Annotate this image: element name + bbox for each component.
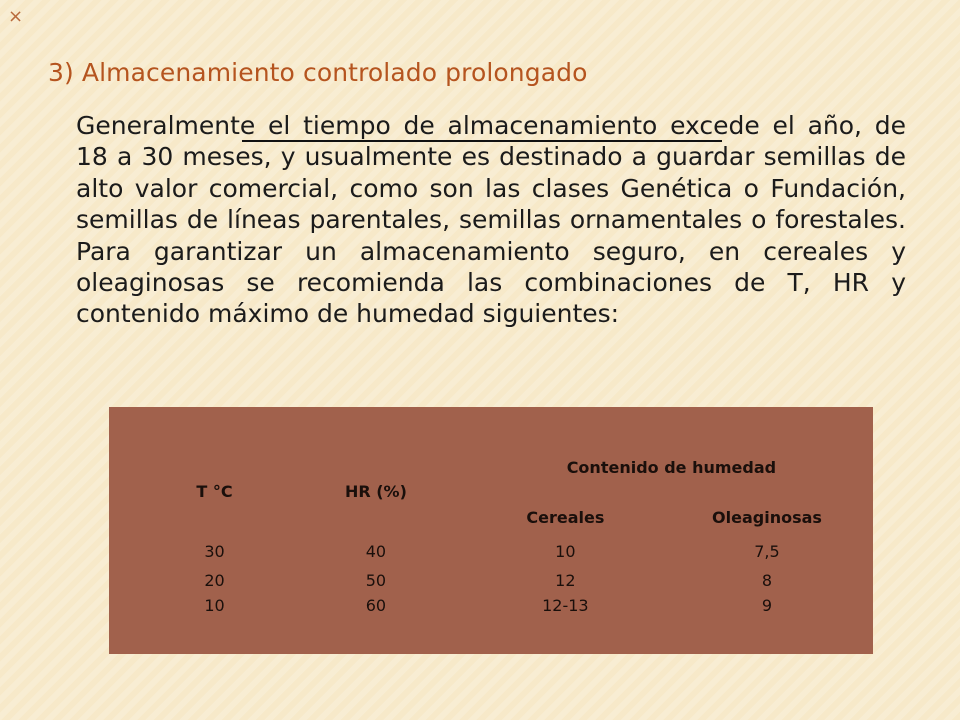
humidity-table-panel xyxy=(109,407,873,654)
cell-cereales: 10 xyxy=(555,542,576,561)
cell-relative-humidity: 60 xyxy=(365,596,387,615)
cell-cereales: 12 xyxy=(555,571,576,590)
cell-cereales: 12-13 xyxy=(542,596,589,615)
table-row xyxy=(109,568,873,593)
cell-relative-humidity: 50 xyxy=(365,571,387,590)
cell-oleaginosas: 7,5 xyxy=(754,542,780,561)
cell-oleaginosas: 9 xyxy=(761,596,773,615)
header-contenido-de-humedad: Contenido de humedad xyxy=(566,458,777,477)
cell-relative-humidity: 40 xyxy=(365,542,387,561)
cell-temperature: 20 xyxy=(204,571,225,590)
table-row xyxy=(109,593,873,618)
header-cereales: Cereales xyxy=(526,508,605,527)
header-relative-humidity: HR (%) xyxy=(344,482,407,501)
cell-temperature: 10 xyxy=(204,596,225,615)
cell-oleaginosas: 8 xyxy=(761,571,773,590)
cell-temperature: 30 xyxy=(204,542,225,561)
underline-decoration xyxy=(242,140,722,142)
section-heading: 3) Almacenamiento controlado prolongado xyxy=(48,58,588,87)
humidity-table xyxy=(109,407,873,618)
table-row xyxy=(109,527,873,568)
header-oleaginosas: Oleaginosas xyxy=(712,508,822,527)
body-paragraph: Generalmente el tiempo de almacenamiento excede el año, de 18 a 30 meses, y usualmente es destinado a guardar semillas de alto valor comercial, como son las clases Genética o Fundación, semillas de líneas parentales, semillas ornamentales o forestales. Para garantizar un almacenamiento seguro, en cereales y oleaginosas se recomienda las combinaciones de T, HR y contenido máximo de humedad siguientes: xyxy=(76,111,906,329)
corner-x-mark: × xyxy=(8,6,24,27)
header-temperature: T °C xyxy=(196,482,233,501)
